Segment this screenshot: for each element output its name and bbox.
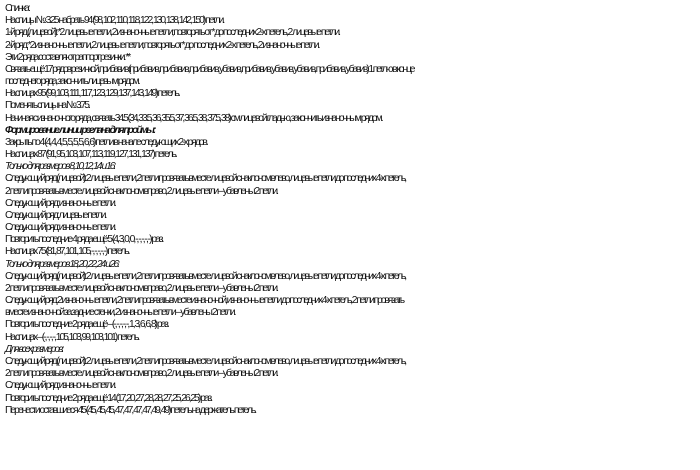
- text-line: Следующий ряд: изнаночные петли.: [5, 380, 115, 392]
- text-line: 2 петли провязать вместе лицевой с наклоном вправо, 2 лицевые петли – убавлены 2 петли.: [5, 368, 277, 380]
- text-line: вместе изнаночной за задние стенки, 2 изнаночные петли – убавлены 2 петли.: [5, 307, 235, 319]
- text-line: Поменять спицы на № 3.75.: [5, 100, 89, 112]
- text-line: Следующий ряд: лицевые петли.: [5, 209, 106, 221]
- text-line: На спицах 87 (91, 95, 103, 107, 113, 119, 127, 131, 137) петель.: [5, 149, 176, 161]
- text-line: Повторить последние 2 ряда ещё 14 (17, 20, 27, 28, 28, 27, 25, 26, 25) раз.: [5, 392, 212, 404]
- text-line: Повторить последние 4 ряда ещё 5 (4, 3, 0, 0, -, -, -, -, -) раз.: [5, 234, 163, 246]
- text-line: 2 петли провязать вместе лицевой с наклоном вправо, 2 лицевые петли – убавлены 2 петли.: [5, 282, 277, 294]
- text-line: 1-й ряд (лицевой): *2 лицевые петли, 2 изнаночные петли; повторять от * до последних 2-х петель, 2 лицевые петли.: [5, 27, 339, 39]
- text-line: Связать ещё 17 рядов резинкой, прибавив (прибавив, прибавив, прибавив, убавив, прибавив, убавив, убавив, прибавив, убавив) 1 петлю в конце: [5, 63, 414, 75]
- text-line: Следующий ряд (лицевой): 2 лицевые петли, 2 петли провязать вместе лицевой с наклоном влево, лицевые петли до последних 4-х петель,: [5, 355, 405, 367]
- text-line: На спицах 95 (99, 103, 111, 117, 123, 129, 137, 143, 149) петель.: [5, 88, 179, 100]
- text-line: Повторить последние 2 ряда ещё – (-, -, -, -, -, 1, 3, 6, 6, 8) раз.: [5, 319, 168, 331]
- text-line: На спицах – (-, -, -, -, 105, 103, 99, 103, 101) петель.: [5, 331, 139, 343]
- text-line: Перенести оставшиеся 45 (45, 45, 45, 47, 47, 47, 47, 49, 49) петель на держатель петель.: [5, 404, 256, 416]
- text-line: Следующий ряд (лицевой): 2 лицевые петли, 2 петли провязать вместе лицевой с наклоном влево, лицевые петли до последних 4-х петель,: [5, 173, 405, 185]
- text-line: Следующий ряд: изнаночные петли.: [5, 222, 115, 234]
- text-line: На спицах 75 (81, 87, 101, 105, -, -, -, -, -) петель.: [5, 246, 129, 258]
- text-line: Следующий ряд: 2 изнаночные петли, 2 петли провязать вместе изнаночной, изнаночные петли до последних 4-х петель, 2 петли провязать: [5, 295, 404, 307]
- text-line: последнего ряда, закончить лицевым рядом.: [5, 76, 139, 88]
- subheading-all-sizes: Для всех размеров:: [5, 343, 63, 355]
- subheading-sizes-18-26: Только для размеров 18, 20, 22, 24 и 26:: [5, 258, 119, 270]
- text-line: Эти 2 ряда составляют раппорт резинки. **: [5, 51, 130, 63]
- text-line: 2-й ряд: *2 изнаночные петли, 2 лицевые петли; повторять от * до последних 2-х петель, 2 изнаночные петли.: [5, 39, 319, 51]
- text-line: На спицы № 3.25 набрать 94 (98, 102, 110, 118, 122, 130, 138, 142, 150) петли.: [5, 15, 224, 27]
- subheading-sizes-8-16: Только для размеров 8, 10, 12, 14 и 16:: [5, 161, 115, 173]
- text-line: Начиная с изнаночного ряда, связать 34.5 (34, 33.5, 36, 35.5, 37, 36.5, 38, 37.5, 38) см лицевой гладью, закончить изнаночным рядом.: [5, 112, 382, 124]
- section-heading-back: Спинка:: [5, 3, 29, 14]
- text-line: 2 петли провязать вместе лицевой с наклоном вправо, 2 лицевые петли – убавлены 2 петли.: [5, 185, 277, 197]
- text-line: Следующий ряд: изнаночные петли.: [5, 197, 115, 209]
- text-line: Закрыть по 4 (4, 4, 4, 5, 5, 5, 5, 6, 6) петли в начале следующих 2-х рядов.: [5, 136, 207, 148]
- section-heading-raglan: Формирование линии реглана для проймы:: [5, 124, 155, 136]
- text-line: Следующий ряд (лицевой): 2 лицевые петли, 2 петли провязать вместе лицевой с наклоном влево, лицевые петли до последних 4-х петель,: [5, 270, 405, 282]
